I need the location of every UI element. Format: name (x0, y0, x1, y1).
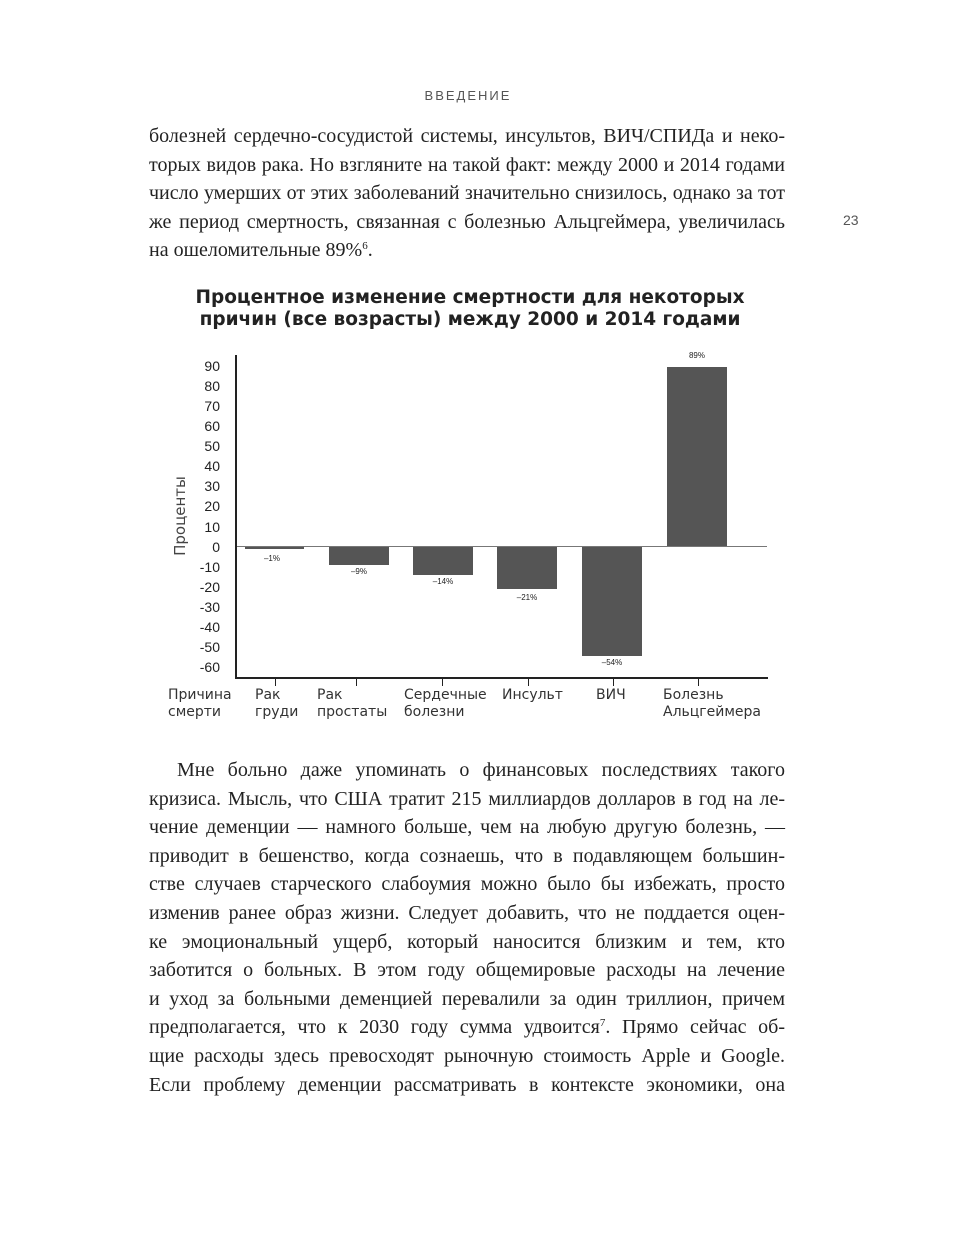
paragraph-2 (149, 756, 785, 1099)
x-tick (442, 679, 443, 686)
category-label-line: груди (255, 704, 299, 720)
category-label-line: Инсульт (502, 687, 563, 703)
text-line: заботится о больных. В этом году общемировые расходы на лечение (149, 959, 785, 982)
x-axis-title (168, 687, 232, 721)
x-tick (356, 679, 357, 686)
bar-value-label: –14% (432, 577, 454, 586)
text-line: кризиса. Мысль, что США тратит 215 миллиардов долларов в год на ле- (149, 787, 785, 810)
text-line: число умерших от этих заболеваний значительно снизилось, однако за тот (149, 182, 785, 205)
y-axis (235, 355, 237, 679)
text-line: приводит в бешенство, когда сознаешь, что в подавляющем большин- (149, 844, 785, 867)
bar-stroke (497, 547, 557, 589)
category-label-alzheimers (663, 687, 761, 721)
chart-title (150, 287, 790, 331)
y-tick-label: 90 (204, 358, 220, 374)
x-tick (528, 679, 529, 686)
category-label-line: простаты (317, 704, 388, 720)
x-axis (235, 677, 768, 679)
text-line: ке эмоциональный ущерб, который наносится близким и тем, кто (149, 930, 785, 953)
y-tick-label: 0 (212, 539, 220, 555)
text-line: щие расходы здесь превосходят рыночную стоимость Apple и Google. (149, 1044, 785, 1067)
text-fragment: . (367, 239, 373, 262)
bar-value-label: –54% (601, 658, 623, 667)
text-line: же период смертность, связанная с болезнью Альцгеймера, увеличилась (149, 210, 785, 233)
x-tick (613, 679, 614, 686)
category-label-line: Сердечные (404, 687, 487, 703)
y-tick-label: -40 (199, 619, 220, 635)
text-line: болезней сердечно-сосудистой системы, инсультов, ВИЧ/СПИДа и неко- (149, 125, 785, 147)
category-label-stroke (502, 687, 563, 704)
category-label-prostate-cancer (317, 687, 387, 721)
bar-breast-cancer (245, 547, 304, 549)
bar-hiv (582, 547, 642, 656)
y-tick-label: 70 (204, 398, 220, 414)
category-label-line: Альцгеймера (663, 704, 762, 720)
text-line: чение деменции — намного больше, чем на любую другую болезнь, — (149, 816, 785, 839)
category-label-line: ВИЧ (596, 687, 626, 703)
footnote-marker[interactable]: 7 (599, 1017, 606, 1030)
y-tick-label: 60 (204, 418, 220, 434)
y-tick-label: 80 (204, 378, 220, 394)
y-tick-label: 30 (204, 478, 220, 494)
bar-value-label: –21% (516, 593, 538, 602)
text-line (149, 1013, 785, 1042)
category-label-hiv (596, 687, 626, 704)
x-tick (698, 679, 699, 686)
x-tick (275, 679, 276, 686)
text-line: торых видов рака. Но взгляните на такой факт: между 2000 и 2014 годами (149, 153, 785, 176)
category-label-line: Рак (317, 687, 343, 703)
text-line: стве случаев старческого слабоумия можно было бы избежать, просто (149, 873, 785, 896)
chart-title-line: Процентное изменение смертности для некоторых (195, 287, 745, 308)
bar-heart-disease (413, 547, 473, 575)
paragraph-1 (149, 122, 785, 265)
x-axis-title-line: Причина (168, 687, 232, 703)
bar-prostate-cancer (329, 547, 389, 565)
bar-value-label: –1% (263, 554, 280, 563)
category-label-line: болезни (404, 704, 465, 720)
category-label-breast-cancer (255, 687, 298, 721)
page-number: 23 (843, 212, 859, 228)
y-tick-label: -60 (199, 659, 220, 675)
y-tick-label: -50 (199, 639, 220, 655)
text-line: Если проблему деменции рассматривать в контексте экономики, она (149, 1073, 785, 1096)
y-tick-label: -10 (199, 559, 220, 575)
text-line: Мне больно даже упоминать о финансовых последствиях такого (177, 759, 785, 781)
y-tick-label: 20 (204, 498, 220, 514)
y-tick-label: 10 (204, 519, 220, 535)
x-axis-title-line: смерти (168, 704, 222, 720)
y-axis-label: Проценты (171, 476, 189, 556)
text-fragment: . Прямо сейчас об- (605, 1016, 785, 1039)
text-fragment: на ошеломительные 89% (149, 239, 363, 262)
category-label-line: Рак (255, 687, 281, 703)
category-label-line: Болезнь (663, 687, 724, 703)
bar-alzheimers (667, 367, 727, 546)
y-tick-label: -20 (199, 579, 220, 595)
text-line (149, 236, 785, 265)
footnote-marker[interactable]: 6 (362, 240, 368, 253)
text-fragment: предполагается, что к 2030 году сумма удвоится (149, 1016, 600, 1039)
text-line: и уход за больными деменцией перевалили за один триллион, причем (149, 987, 785, 1010)
y-tick-label: -30 (199, 599, 220, 615)
running-head: ВВЕДЕНИЕ (424, 88, 512, 103)
bar-value-label: –9% (350, 567, 367, 576)
y-tick-label: 50 (204, 438, 220, 454)
text-line: изменив ранее образ жизни. Следует добавить, что не поддается оцен- (149, 901, 785, 924)
y-tick-label: 40 (204, 458, 220, 474)
category-label-heart-disease (404, 687, 487, 721)
bar-value-label: 89% (688, 351, 705, 360)
chart-title-line: причин (все возрасты) между 2000 и 2014 годами (199, 309, 741, 330)
